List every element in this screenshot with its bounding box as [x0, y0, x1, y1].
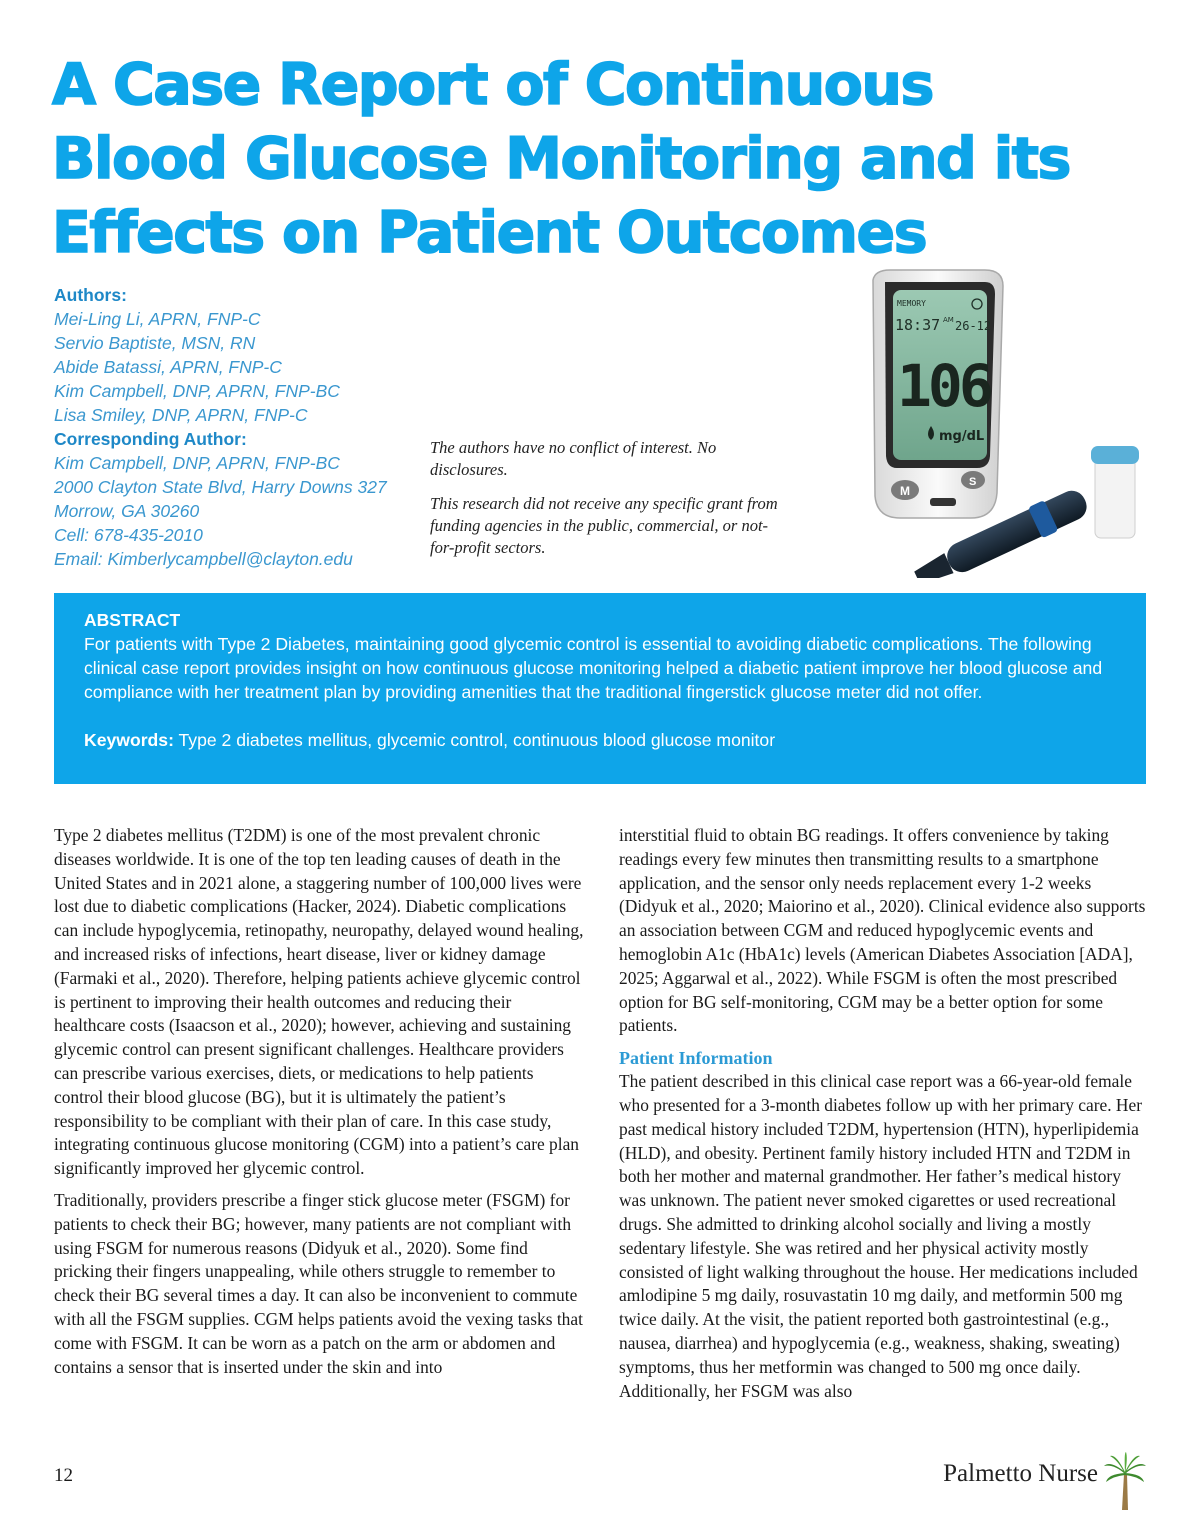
glucose-meter-image [845, 268, 1145, 578]
title-line-1: A Case Report of Continuous [52, 52, 933, 118]
vial-cap [1091, 446, 1139, 464]
author-name: Kim Campbell, DNP, APRN, FNP-BC [54, 381, 340, 401]
body-paragraph: interstitial fluid to obtain BG readings. It offers convenience by taking readings every few minutes then transmitting results to a smartphone application, and the sensor only needs replacement every 1-2 weeks (Didyuk et al., 2020; Maiorino et al., 2020). Clinical evidence also supports an association between CGM and reduced hypoglycemic events and hemoglobin A1c (HbA1c) levels (American Diabetes Association [ADA], 2025; Aggarwal et al., 2022). While FSGM is often the most prescribed option for BG self-monitoring, CGM may be a better option for some patients. [619, 825, 1146, 1036]
palmetto-tree-icon [1102, 1452, 1148, 1512]
meter-date: 26-12 [955, 319, 992, 333]
corresponding-author-heading: Corresponding Author: [54, 429, 247, 449]
author-name: Lisa Smiley, DNP, APRN, FNP-C [54, 405, 308, 425]
corresponding-author-address: 2000 Clayton State Blvd, Harry Downs 327 [54, 477, 387, 497]
body-paragraph: Type 2 diabetes mellitus (T2DM) is one of the most prevalent chronic diseases worldwide. It is one of the top ten leading causes of death in the United States and in 2021 alone, a staggering number of 100,000 lives were lost due to diabetic complications (Hacker, 2024). Diabetic complications can include hypoglycemia, retinopathy, neuropathy, delayed wound healing, and increased risks of infections, heart disease, liver or kidney damage (Farmaki et al., 2020). Therefore, helping patients achieve glycemic control is pertinent to improving their health outcomes and reducing their healthcare costs (Isaacson et al., 2020); however, achieving and sustaining glycemic control can present significant challenges. Healthcare providers can prescribe various exercises, diets, or medications to help patients control their blood glucose (BG), but it is ultimately the patient’s responsibility to be compliant with their plan of care. In this case study, integrating continuous glucose monitoring (CGM) into a patient’s care plan significantly improved her glycemic control. [54, 825, 584, 1179]
corresponding-author-email[interactable]: Email: Kimberlycampbell@clayton.edu [54, 549, 353, 569]
authors-block [54, 283, 414, 571]
page-number: 12 [54, 1465, 73, 1486]
body-paragraph: The patient described in this clinical case report was a 66-year-old female who presented for a 3-month diabetes follow up with her primary care. Her past medical history included T2DM, hypertension (HTN), hyperlipidemia (HLD), and obesity. Pertinent family history included HTN and T2DM in both her mother and maternal grandmother. Her father’s medical history was unknown. The patient never smoked cigarettes or used recreational drugs. She admitted to drinking alcohol socially and living a mostly sedentary lifestyle. She was retired and her physical activity mostly consisted of light walking throughout the house. Her medications included amlodipine 5 mg daily, rosuvastatin 10 mg daily, and metformin 500 mg twice daily. At the visit, the patient reported both gastrointestinal (e.g., nausea, diarrhea) and hypoglycemia (e.g., weakness, shaking, sweating) symptoms, thus her metformin was changed to 500 mg once daily. Additionally, her FSGM was also [619, 1071, 1142, 1401]
abstract-box [54, 593, 1146, 784]
abstract-text: For patients with Type 2 Diabetes, maintaining good glycemic control is essential to avoiding diabetic complications. The following clinical case report provides insight on how continuous glucose monitoring helped a diabetic patient improve her blood glucose and compliance with her treatment plan by providing amenities that the traditional fingerstick glucose meter did not offer. [84, 634, 1103, 702]
body-paragraph: Traditionally, providers prescribe a finger stick glucose meter (FSGM) for patients to check their BG; however, many patients are not compliant with using FSGM for numerous reasons (Didyuk et al., 2020). Some find pricking their fingers unappealing, while others struggle to remember to check their BG several times a day. It can also be inconvenient to commute with all the FSGM supplies. CGM helps patients avoid the vexing tasks that come with FSGM. It can be worn as a patch on the arm or abdomen and contains a sensor that is inserted under the skin and into [54, 1189, 583, 1377]
keywords-label: Keywords: [84, 730, 174, 750]
meter-button-m-label: M [900, 484, 910, 498]
meter-reading: 106 [897, 352, 990, 420]
meter-time: 18:37 [895, 316, 941, 334]
author-name: Abide Batassi, APRN, FNP-C [54, 357, 282, 377]
author-name: Servio Baptiste, MSN, RN [54, 333, 256, 353]
section-heading-patient-information: Patient Information [619, 1048, 773, 1069]
strip-port [930, 498, 956, 506]
corresponding-author-phone: Cell: 678-435-2010 [54, 525, 203, 545]
body-column-right [619, 824, 1149, 1411]
article-title [52, 48, 1172, 270]
author-name: Mei-Ling Li, APRN, FNP-C [54, 309, 261, 329]
title-line-3: Effects on Patient Outcomes [52, 200, 927, 266]
meter-am: AM [943, 316, 954, 324]
abstract-heading: ABSTRACT [84, 610, 181, 630]
keywords-line [84, 728, 1116, 752]
keywords-text: Type 2 diabetes mellitus, glycemic control, continuous blood glucose monitor [178, 730, 776, 750]
publication-name: Palmetto Nurse [943, 1460, 1098, 1487]
corresponding-author-name: Kim Campbell, DNP, APRN, FNP-BC [54, 453, 340, 473]
authors-heading: Authors: [54, 285, 127, 305]
funding-statement: This research did not receive any specific grant from funding agencies in the public, commercial, or not-for-profit sectors. [430, 494, 778, 557]
conflict-statement: The authors have no conflict of interest. No disclosures. [430, 438, 717, 479]
meter-unit: mg/dL [939, 429, 985, 444]
glucose-meter-illustration [845, 268, 1145, 578]
corresponding-author-city: Morrow, GA 30260 [54, 501, 200, 521]
body-column-left [54, 824, 584, 1387]
meter-memory-label: MEMORY [897, 299, 926, 308]
test-strip-vial [1095, 458, 1135, 538]
title-line-2: Blood Glucose Monitoring and its [52, 126, 1070, 192]
disclosure-note [430, 437, 790, 571]
meter-button-s-label: S [969, 476, 977, 488]
